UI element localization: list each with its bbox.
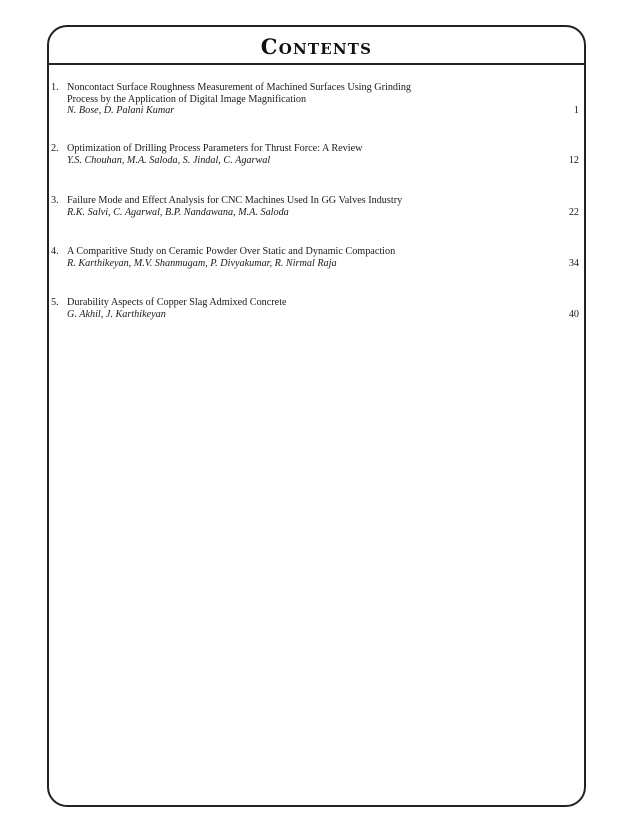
entry-page-number: 40 [568, 308, 579, 320]
header-divider [47, 63, 586, 65]
entry-number: 4. [51, 246, 59, 257]
entry-number: 2. [51, 143, 59, 154]
entry-title-line: 3. Failure Mode and Effect Analysis for CNC Machines Used In GG Valves Industry [51, 195, 403, 206]
entry-number: 5. [51, 297, 59, 308]
toc-entry[interactable] [51, 297, 579, 320]
entry-page-number: 34 [568, 257, 579, 269]
entry-authors: R. Karthikeyan, M.V. Shanmugam, P. Divyakumar, R. Nirmal Raja [67, 257, 337, 269]
toc-entry[interactable] [51, 143, 579, 166]
toc-entry[interactable] [51, 195, 579, 218]
entry-title-line: 2. Optimization of Drilling Process Parameters for Thrust Force: A Review [51, 143, 363, 154]
entry-title-line: 4. A Comparitive Study on Ceramic Powder Over Static and Dynamic Compaction [51, 246, 396, 257]
entry-number: 3. [51, 195, 59, 206]
entry-page-number: 22 [568, 206, 579, 218]
entry-title-line: 5. Durability Aspects of Copper Slag Admixed Concrete [51, 297, 287, 308]
entry-authors: R.K. Salvi, C. Agarwal, B.P. Nandawana, M.A. Saloda [67, 206, 289, 218]
toc-entry[interactable] [51, 246, 579, 269]
entry-page-number: 1 [573, 105, 579, 117]
entry-number: 1. [51, 82, 59, 93]
entry-authors: Y.S. Chouhan, M.A. Saloda, S. Jindal, C. Agarwal [67, 154, 271, 166]
toc-entry[interactable] [51, 82, 579, 117]
page-title: Contents [260, 34, 373, 59]
entry-title-line: 1. Noncontact Surface Roughness Measurement of Machined Surfaces Using Grinding [51, 82, 412, 93]
entry-page-number: 12 [568, 154, 579, 166]
entry-authors: N. Bose, D. Palani Kumar [67, 105, 175, 117]
entry-authors: G. Akhil, J. Karthikeyan [67, 308, 166, 320]
entry-title-line: Process by the Application of Digital Image Magnification [67, 93, 307, 105]
